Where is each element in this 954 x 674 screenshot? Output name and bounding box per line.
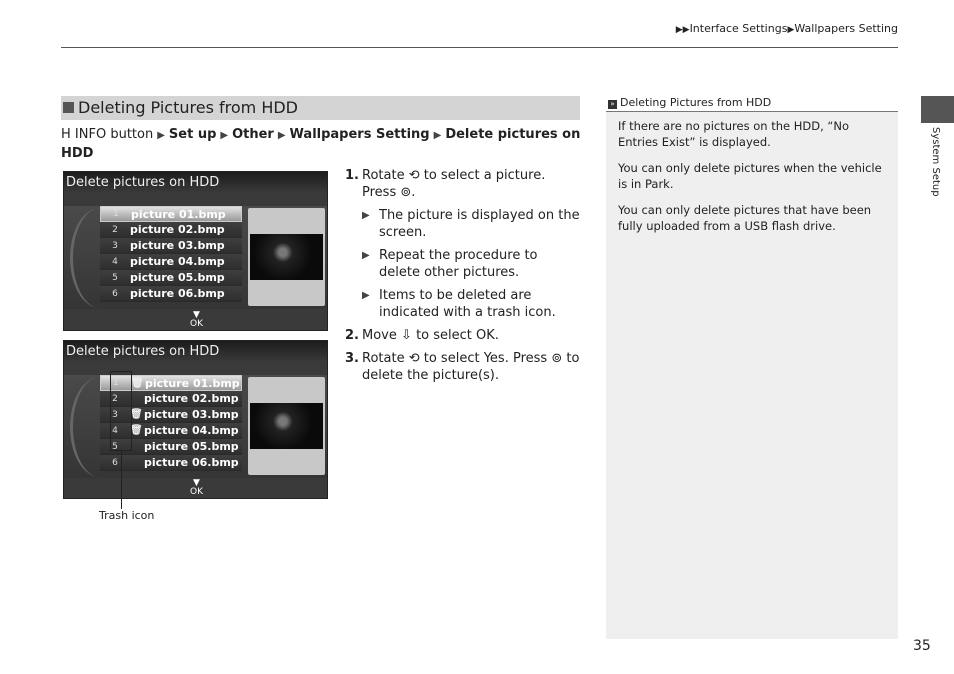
double-arrow-icon: ▶▶ (675, 25, 690, 35)
list-item[interactable]: 3 picture 03.bmp (100, 238, 242, 254)
ok-button[interactable]: ▼ OK (190, 310, 203, 329)
preview-image (250, 234, 323, 280)
trash-icon: 🗑 (130, 425, 143, 436)
arrow-icon: ▶ (362, 250, 370, 261)
screen-body (64, 206, 328, 309)
side-note-panel (606, 95, 898, 639)
move-knob-down-icon: ⇩ (401, 328, 412, 343)
note-icon: » (608, 100, 617, 109)
list-item[interactable]: 6 picture 06.bmp (100, 286, 242, 302)
procedure-steps (345, 167, 581, 390)
side-note-heading: » Deleting Pictures from HDD (606, 95, 898, 112)
trash-callout-box (110, 371, 132, 451)
picture-preview (248, 208, 325, 306)
chapter-tab (921, 96, 954, 123)
preview-image (250, 403, 323, 449)
step-1: 1. Rotate ⟲ to select a picture. Press ⊚. (345, 168, 546, 200)
step-3: 3. Rotate ⟲ to select Yes. Press ⊚ to delete the picture(s). (345, 351, 580, 383)
square-bullet-icon (63, 102, 74, 113)
press-knob-icon: ⊚ (551, 351, 563, 366)
menu-path (61, 126, 583, 163)
header-divider (61, 47, 898, 48)
screenshot-delete-pictures-2 (63, 340, 328, 499)
step-2: 2. Move ⇩ to select OK. (345, 328, 499, 343)
list-item[interactable]: 1 picture 01.bmp (100, 206, 242, 222)
list-item[interactable]: 3 🗑 picture 03.bmp (100, 407, 242, 423)
list-item[interactable]: 2 picture 02.bmp (100, 222, 242, 238)
picture-list (100, 206, 242, 302)
callout-line (121, 451, 122, 509)
picture-preview (248, 377, 325, 475)
menu-path-item: Wallpapers Setting (289, 127, 430, 142)
screen-title: Delete pictures on HDD (64, 341, 327, 362)
arrow-icon: ▶ (787, 25, 795, 35)
step-note: ▶ The picture is displayed on the screen. (362, 208, 580, 240)
menu-path-item: Set up (168, 127, 217, 142)
section-heading (61, 96, 580, 120)
arrow-icon: ▶ (362, 210, 370, 221)
chapter-label: System Setup (930, 127, 941, 197)
list-item[interactable]: 5 picture 05.bmp (100, 270, 242, 286)
menu-path-item: Other (232, 127, 274, 142)
list-item[interactable]: 4 🗑 picture 04.bmp (100, 423, 242, 439)
rotate-knob-icon: ⟲ (408, 351, 420, 366)
side-note-paragraph: You can only delete pictures when the vehicle is in Park. (618, 161, 882, 191)
breadcrumb-part-1: Interface Settings (689, 22, 788, 35)
arrow-icon: ▶ (277, 130, 286, 141)
ok-button[interactable]: ▼ OK (190, 478, 203, 497)
arrow-icon: ▶ (362, 290, 370, 301)
side-note-paragraph: You can only delete pictures that have been fully uploaded from a USB flash drive. (618, 203, 872, 233)
arrow-icon: ▶ (157, 130, 165, 141)
screen-title: Delete pictures on HDD (64, 172, 327, 193)
side-note-paragraph: If there are no pictures on the HDD, “No Entries Exist” is displayed. (618, 119, 849, 149)
list-item[interactable]: 1 🗑 picture 01.bmp (100, 375, 242, 391)
menu-path-item: Delete pictures on HDD (61, 127, 581, 161)
list-item[interactable]: 6 picture 06.bmp (100, 455, 242, 471)
breadcrumb-part-2: Wallpapers Setting (794, 22, 898, 35)
side-note-body (606, 112, 898, 234)
page-number: 35 (913, 638, 931, 654)
list-item[interactable]: 4 picture 04.bmp (100, 254, 242, 270)
step-note: ▶ Items to be deleted are indicated with a trash icon. (362, 288, 556, 320)
trash-icon-caption: Trash icon (99, 509, 155, 522)
screen-body (64, 375, 328, 478)
list-item[interactable]: 2 picture 02.bmp (100, 391, 242, 407)
breadcrumb (676, 22, 898, 35)
trash-icon: 🗑 (130, 409, 143, 420)
press-knob-icon: ⊚ (400, 185, 412, 200)
section-title: Deleting Pictures from HDD (78, 98, 298, 117)
arrow-icon: ▶ (433, 130, 442, 141)
rotate-knob-icon: ⟲ (408, 168, 420, 183)
home-icon: H (61, 127, 71, 142)
trash-icon: 🗑 (131, 377, 144, 389)
menu-path-start: INFO button (74, 127, 154, 142)
arrow-icon: ▶ (220, 130, 229, 141)
step-note: ▶ Repeat the procedure to delete other pictures. (362, 248, 538, 280)
list-item[interactable]: 5 picture 05.bmp (100, 439, 242, 455)
screenshot-delete-pictures-1 (63, 171, 328, 331)
